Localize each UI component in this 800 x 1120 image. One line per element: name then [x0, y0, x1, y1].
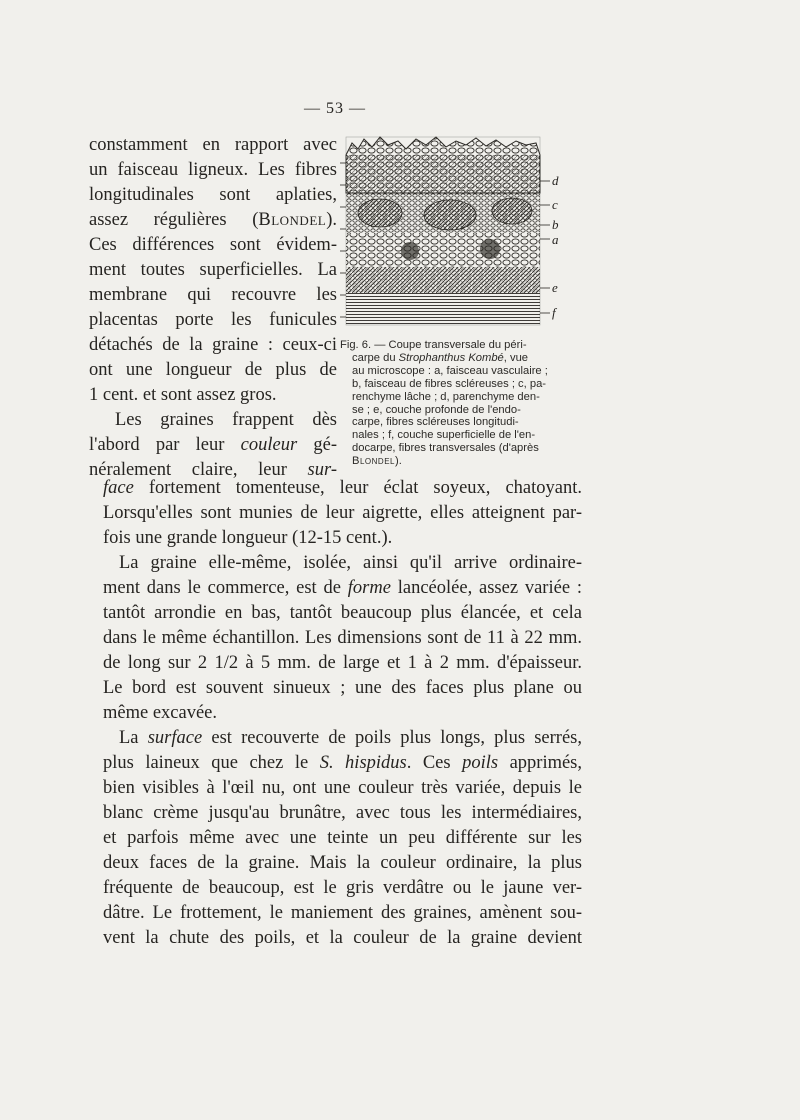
body-line: fois une grande longueur (12-15 cent.). — [103, 528, 393, 548]
body-line: tantôt arrondie en bas, tantôt beaucoup plus élancée, et cela — [103, 603, 582, 623]
column-line: un faisceau ligneux. Les fibres — [89, 160, 337, 180]
caption-line: carpe, fibres scléreuses longitudi- — [352, 416, 519, 429]
figure-label-e: e — [552, 280, 558, 295]
column-line: 1 cent. et sont assez gros. — [89, 385, 277, 405]
body-line: Lorsqu'elles sont munies de leur aigrette, elles atteignent par- — [103, 503, 582, 523]
body-line: ment dans le commerce, est de forme lancéolée, assez variée : — [103, 578, 582, 598]
caption-line: renchyme lâche ; d, parenchyme den- — [352, 390, 540, 403]
column-line: néralement claire, leur sur- — [89, 460, 337, 480]
figure-label-d: d — [552, 173, 559, 188]
body-line: vent la chute des poils, et la couleur de la graine devient — [103, 928, 582, 948]
caption-line: Blondel). — [352, 455, 402, 468]
page-number: — 53 — — [304, 100, 366, 117]
caption-line: nales ; f, couche superficielle de l'en- — [352, 429, 536, 442]
body-line: dâtre. Le frottement, le maniement des graines, amènent sou- — [103, 903, 582, 923]
body-line: La graine elle-même, isolée, ainsi qu'il arrive ordinaire- — [119, 553, 582, 573]
body-line: fréquente de beaucoup, est le gris verdâtre ou le jaune ver- — [103, 878, 582, 898]
body-line: plus laineux que chez le S. hispidus. Ces poils apprimés, — [103, 753, 583, 773]
caption-line: se ; e, couche profonde de l'endo- — [352, 403, 521, 416]
body-line: blanc crème jusqu'au brunâtre, avec tous les intermédiaires, — [103, 803, 582, 823]
column-line: longitudinales sont aplaties, — [89, 185, 337, 205]
body-line: Le bord est souvent sinueux ; une des faces plus plane ou — [103, 678, 582, 698]
caption-line: Fig. 6. — Coupe transversale du péri- — [340, 339, 527, 351]
caption-line: b, faisceau de fibres scléreuses ; c, pa- — [352, 377, 547, 390]
column-line: ment toutes superficielles. La — [89, 260, 337, 280]
figure-label-b: b — [552, 217, 559, 232]
body-line: bien visibles à l'œil nu, ont une couleur très variée, depuis le — [103, 778, 582, 798]
body-line: face fortement tomenteuse, leur éclat soyeux, chatoyant. — [103, 478, 582, 498]
body-line: deux faces de la graine. Mais la couleur ordinaire, la plus — [103, 853, 582, 873]
column-line: Ces différences sont évidem- — [89, 235, 337, 255]
figure-label-c: c — [552, 197, 558, 212]
figure-drawing — [340, 137, 550, 325]
column-line: placentas porte les funicules — [89, 310, 337, 330]
column-line: ont une longueur de plus de — [89, 360, 337, 380]
body-line: de long sur 2 1/2 à 5 mm. de large et 1 à 2 mm. d'épaisseur. — [103, 653, 582, 673]
figure-label-a: a — [552, 232, 559, 247]
column-line: constamment en rapport avec — [89, 135, 337, 155]
column-line: détachés de la graine : ceux-ci — [89, 335, 337, 355]
column-line: Les graines frappent dès — [115, 410, 337, 430]
body-line: La surface est recouverte de poils plus longs, plus serrés, — [119, 728, 582, 748]
caption-line: carpe du Strophanthus Kombé, vue — [352, 351, 529, 364]
figure-label-f: f — [552, 305, 556, 320]
column-line: assez régulières (Blondel). — [89, 210, 337, 230]
column-line: l'abord par leur couleur gé- — [89, 435, 337, 455]
body-line: dans le même échantillon. Les dimensions sont de 11 à 22 mm. — [103, 628, 582, 648]
body-line: même excavée. — [103, 703, 218, 723]
figure-caption — [340, 339, 558, 468]
caption-line: docarpe, fibres transversales (d'après — [352, 442, 539, 455]
column-line: membrane qui recouvre les — [89, 285, 337, 305]
body-line: et parfois même avec une teinte un peu différente sur les — [103, 828, 582, 848]
caption-line: au microscope : a, faisceau vasculaire ; — [352, 364, 548, 377]
pericarp-section-figure — [340, 133, 586, 338]
